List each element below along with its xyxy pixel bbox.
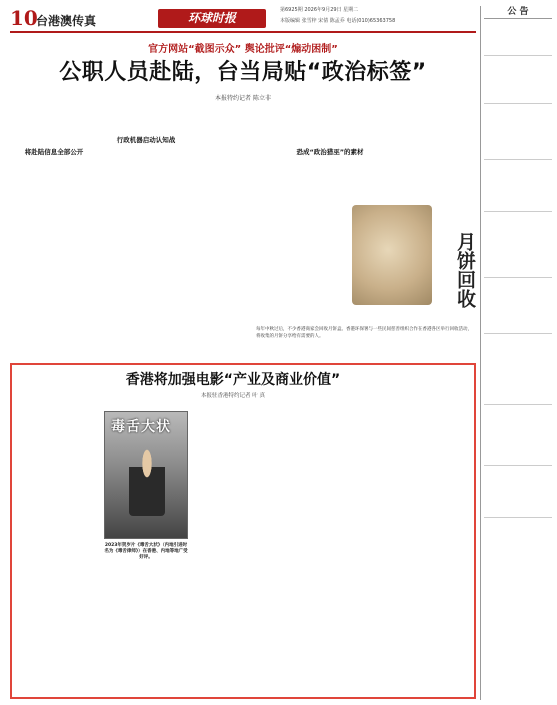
subhead-1: 将赴陆信息全部公开 [24, 148, 84, 156]
top-story-column-1 [10, 108, 98, 358]
notice-block [484, 163, 552, 212]
notices-heading: 公 告 [484, 6, 552, 19]
highlight-column-4 [376, 369, 474, 697]
top-story-kicker: 官方网站“截图示众” 舆论批评“煽动困制” [148, 44, 338, 55]
highlight-headline: 香港将加强电影“产业及商业价值” [125, 372, 341, 388]
poster-figure [129, 446, 165, 516]
page-header [10, 6, 476, 33]
movie-poster [104, 411, 188, 539]
notice-block [484, 215, 552, 278]
highlight-column-1 [12, 365, 96, 697]
top-story-column-4 [286, 108, 374, 208]
editor-info: 本版编辑 张雪梓 宋倩 陈孟乔 电话(010)65363758 [280, 18, 396, 24]
highlight-byline: 本报驻香港特约记者 叶 真 [201, 393, 265, 399]
notice-block [484, 281, 552, 335]
mooncake-caption: 每年中秋过后，不少香港商家会回收月饼盒。香港环保署与一些民间慈善组织合作在香港各区举行回收活动，将收集的月饼分享给有需要的人。 [256, 327, 472, 339]
subhead-2: 行政机器启动认知战 [116, 136, 176, 144]
highlight-column-3 [284, 411, 372, 697]
issue-info: 第6925期 2026年9月29日 星期二 [280, 7, 359, 13]
subhead-3: 恐成“政治猎巫”的素材 [296, 148, 364, 156]
mooncake-recycle-title: 月饼回收 [454, 231, 476, 308]
top-story-column-3 [194, 108, 282, 358]
poster-caption: 2023年贺岁片《毒舌大状》（内地引进时名为《毒舌律师》）在香港、内地等地广受好评。 [104, 543, 188, 560]
poster-title: 毒舌大状 [111, 419, 171, 435]
notice-block [484, 107, 552, 161]
page-number: 10 [10, 6, 38, 30]
notice-block [484, 469, 552, 518]
notice-block [484, 21, 552, 56]
notices-column [480, 6, 552, 700]
top-story-headline: 公职人员赴陆，台当局贴“政治标签” [59, 60, 427, 85]
top-story-column-5 [378, 108, 476, 208]
notice-block [484, 337, 552, 404]
masthead-logo: 环球时报 [158, 9, 266, 28]
highlight-column-2 [192, 411, 280, 697]
notice-block [484, 408, 552, 466]
section-title: 台港澳传真 [36, 14, 97, 28]
highlighted-article [10, 363, 476, 699]
top-story-byline: 本报特约记者 陈立非 [215, 95, 271, 102]
top-story-column-2 [102, 108, 190, 358]
mooncake-photo [352, 205, 432, 305]
notice-block [484, 59, 552, 103]
